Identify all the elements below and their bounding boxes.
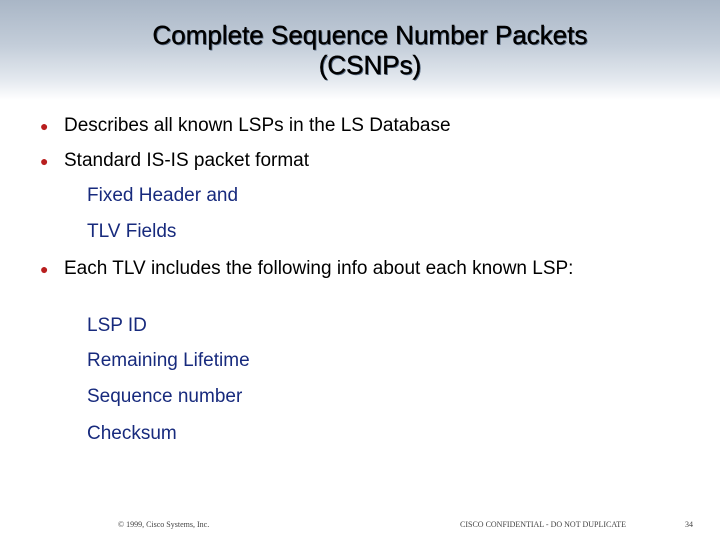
slide-title-line-2: (CSNPs) (318, 50, 422, 80)
sub-item-lsp-id: LSP ID (87, 315, 147, 336)
sub-item-fixed-header: Fixed Header and (87, 185, 239, 206)
bullet-text: Describes all known LSPs in the LS Database (64, 115, 451, 136)
bullet-dot-icon: ● (40, 261, 49, 277)
sub-item-checksum: Checksum (87, 423, 177, 444)
footer-copyright: © 1999, Cisco Systems, Inc. (118, 520, 210, 529)
slide-title-line-1: Complete Sequence Number Packets (152, 20, 588, 50)
bullet-dot-icon: ● (40, 118, 49, 134)
sub-item-remaining-lifetime: Remaining Lifetime (87, 350, 250, 371)
sub-item-sequence-number: Sequence number (87, 386, 243, 407)
footer-confidential: CISCO CONFIDENTIAL - DO NOT DUPLICATE (460, 520, 626, 529)
bullet-item-packet-format (40, 151, 680, 171)
bullet-item-lsp-database (40, 116, 680, 136)
bullet-text: Standard IS-IS packet format (64, 150, 310, 171)
sub-item-tlv-fields: TLV Fields (87, 221, 177, 242)
bullet-text: Each TLV includes the following info about each known LSP: (64, 258, 574, 279)
bullet-dot-icon: ● (40, 153, 49, 169)
bullet-item-tlv-info (40, 259, 680, 279)
footer-page-number: 34 (685, 520, 693, 529)
